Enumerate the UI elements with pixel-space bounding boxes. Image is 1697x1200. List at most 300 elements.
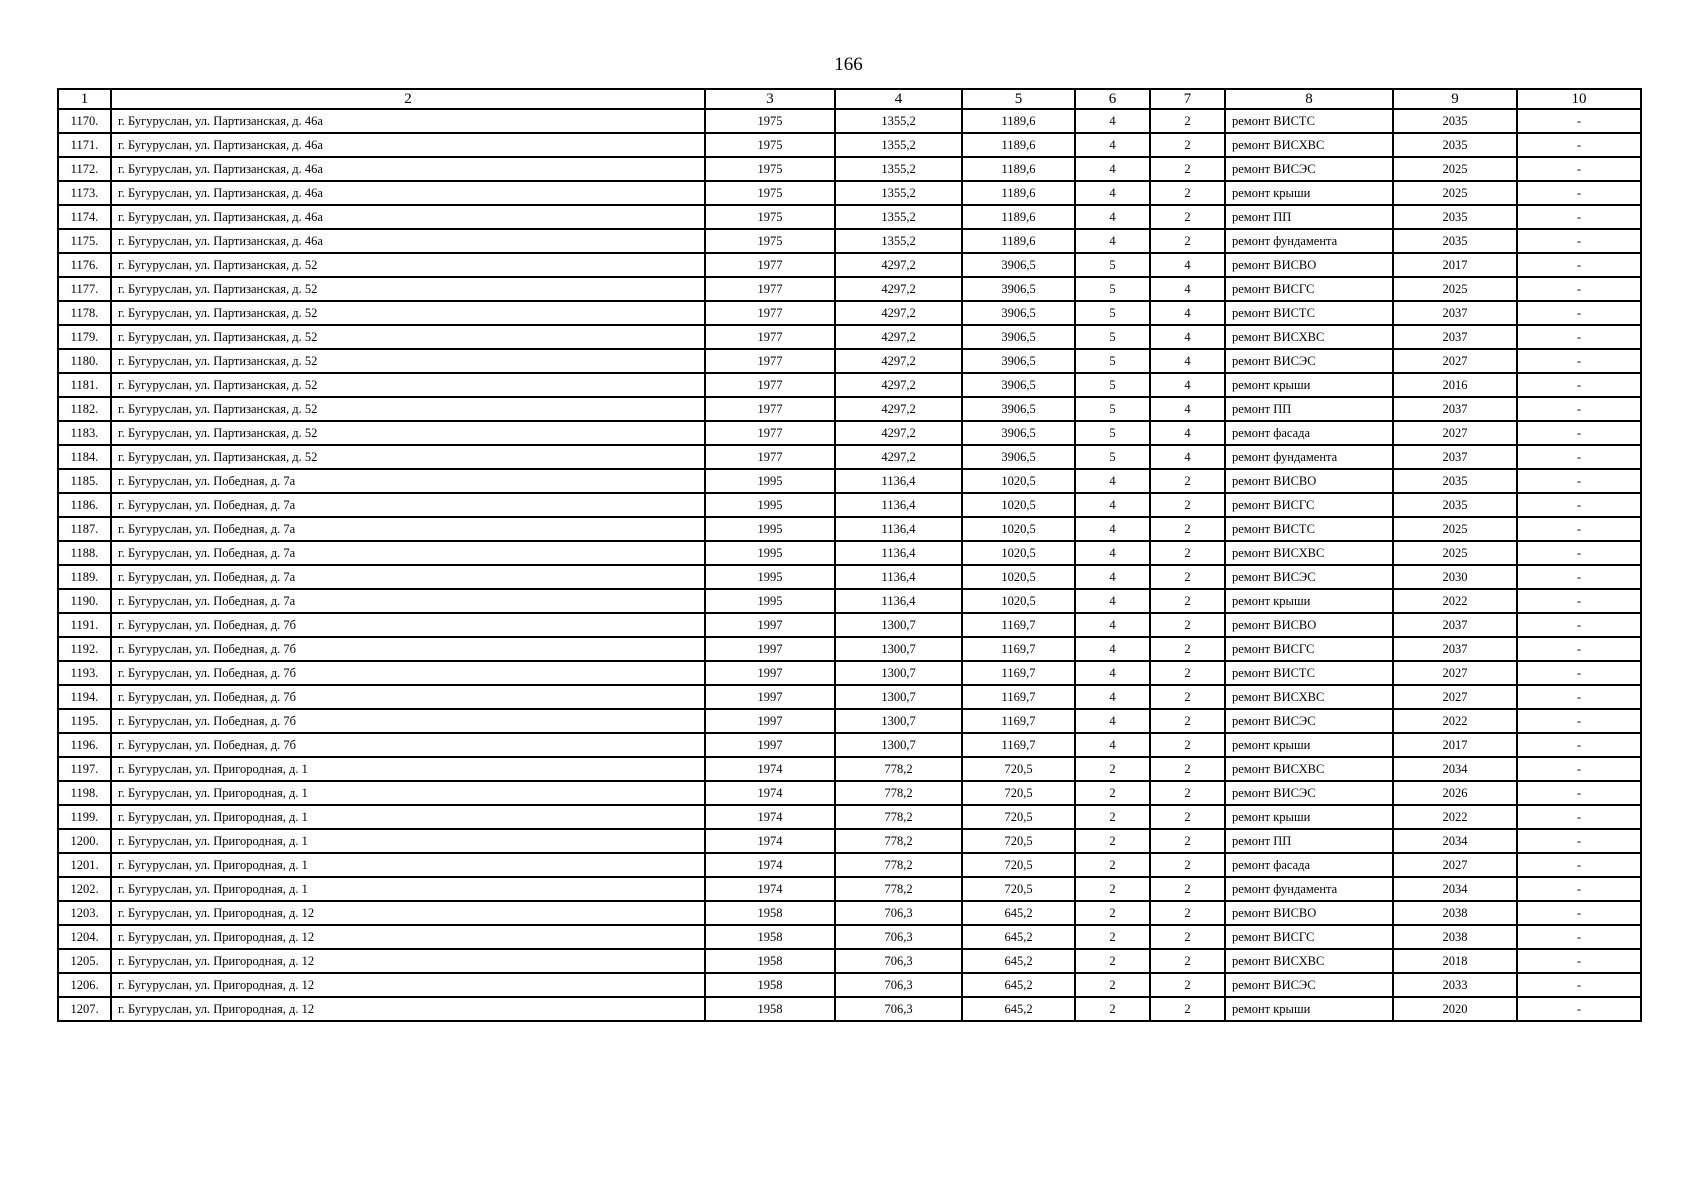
cell-entrances: 4 — [1150, 445, 1225, 469]
cell-note: - — [1517, 973, 1641, 997]
cell-work-type: ремонт ВИСТС — [1225, 661, 1393, 685]
cell-year-built: 1977 — [705, 301, 835, 325]
cell-note: - — [1517, 229, 1641, 253]
cell-address: г. Бугуруслан, ул. Пригородная, д. 12 — [111, 925, 705, 949]
cell-row-number: 1199. — [58, 805, 111, 829]
cell-planned-year: 2018 — [1393, 949, 1517, 973]
cell-floors: 4 — [1075, 685, 1150, 709]
cell-address: г. Бугуруслан, ул. Пригородная, д. 1 — [111, 877, 705, 901]
cell-work-type: ремонт ВИСГС — [1225, 277, 1393, 301]
cell-planned-year: 2027 — [1393, 661, 1517, 685]
cell-row-number: 1201. — [58, 853, 111, 877]
cell-note: - — [1517, 589, 1641, 613]
cell-total-area: 778,2 — [835, 853, 962, 877]
cell-year-built: 1977 — [705, 349, 835, 373]
cell-row-number: 1178. — [58, 301, 111, 325]
cell-floors: 2 — [1075, 925, 1150, 949]
cell-year-built: 1974 — [705, 781, 835, 805]
cell-total-area: 1355,2 — [835, 157, 962, 181]
cell-planned-year: 2037 — [1393, 301, 1517, 325]
cell-floors: 2 — [1075, 781, 1150, 805]
cell-total-area: 1136,4 — [835, 469, 962, 493]
cell-planned-year: 2035 — [1393, 469, 1517, 493]
cell-entrances: 2 — [1150, 493, 1225, 517]
cell-planned-year: 2034 — [1393, 829, 1517, 853]
cell-total-area: 1300,7 — [835, 637, 962, 661]
cell-residential-area: 3906,5 — [962, 349, 1075, 373]
cell-work-type: ремонт крыши — [1225, 589, 1393, 613]
cell-floors: 4 — [1075, 469, 1150, 493]
table-row — [58, 949, 1641, 973]
cell-residential-area: 645,2 — [962, 949, 1075, 973]
table-row — [58, 253, 1641, 277]
cell-entrances: 4 — [1150, 373, 1225, 397]
cell-work-type: ремонт ВИСХВС — [1225, 133, 1393, 157]
cell-note: - — [1517, 181, 1641, 205]
cell-total-area: 706,3 — [835, 949, 962, 973]
cell-year-built: 1977 — [705, 373, 835, 397]
cell-work-type: ремонт крыши — [1225, 997, 1393, 1021]
cell-year-built: 1997 — [705, 709, 835, 733]
cell-note: - — [1517, 877, 1641, 901]
cell-row-number: 1185. — [58, 469, 111, 493]
cell-year-built: 1975 — [705, 229, 835, 253]
cell-row-number: 1194. — [58, 685, 111, 709]
table-row — [58, 733, 1641, 757]
cell-residential-area: 1169,7 — [962, 661, 1075, 685]
cell-address: г. Бугуруслан, ул. Партизанская, д. 52 — [111, 301, 705, 325]
cell-address: г. Бугуруслан, ул. Пригородная, д. 12 — [111, 973, 705, 997]
table-row — [58, 589, 1641, 613]
cell-residential-area: 720,5 — [962, 805, 1075, 829]
cell-residential-area: 720,5 — [962, 829, 1075, 853]
cell-planned-year: 2037 — [1393, 325, 1517, 349]
cell-work-type: ремонт ВИСВО — [1225, 469, 1393, 493]
table-row — [58, 157, 1641, 181]
cell-floors: 4 — [1075, 709, 1150, 733]
cell-row-number: 1186. — [58, 493, 111, 517]
cell-residential-area: 1189,6 — [962, 109, 1075, 133]
cell-row-number: 1207. — [58, 997, 111, 1021]
cell-entrances: 2 — [1150, 733, 1225, 757]
cell-floors: 2 — [1075, 877, 1150, 901]
cell-total-area: 706,3 — [835, 997, 962, 1021]
table-row — [58, 757, 1641, 781]
cell-note: - — [1517, 469, 1641, 493]
cell-address: г. Бугуруслан, ул. Пригородная, д. 1 — [111, 853, 705, 877]
cell-row-number: 1195. — [58, 709, 111, 733]
cell-address: г. Бугуруслан, ул. Победная, д. 7а — [111, 541, 705, 565]
cell-floors: 4 — [1075, 229, 1150, 253]
cell-floors: 2 — [1075, 973, 1150, 997]
cell-residential-area: 1189,6 — [962, 229, 1075, 253]
cell-planned-year: 2025 — [1393, 277, 1517, 301]
cell-work-type: ремонт ВИСЭС — [1225, 973, 1393, 997]
cell-year-built: 1977 — [705, 445, 835, 469]
cell-address: г. Бугуруслан, ул. Пригородная, д. 1 — [111, 781, 705, 805]
cell-year-built: 1977 — [705, 253, 835, 277]
cell-row-number: 1200. — [58, 829, 111, 853]
cell-planned-year: 2035 — [1393, 109, 1517, 133]
cell-year-built: 1958 — [705, 997, 835, 1021]
cell-planned-year: 2017 — [1393, 733, 1517, 757]
cell-row-number: 1198. — [58, 781, 111, 805]
cell-work-type: ремонт ВИСТС — [1225, 301, 1393, 325]
table-row — [58, 133, 1641, 157]
cell-year-built: 1975 — [705, 109, 835, 133]
cell-residential-area: 645,2 — [962, 997, 1075, 1021]
cell-note: - — [1517, 445, 1641, 469]
cell-residential-area: 3906,5 — [962, 445, 1075, 469]
cell-floors: 4 — [1075, 157, 1150, 181]
cell-entrances: 2 — [1150, 565, 1225, 589]
cell-entrances: 2 — [1150, 925, 1225, 949]
cell-row-number: 1188. — [58, 541, 111, 565]
cell-address: г. Бугуруслан, ул. Пригородная, д. 12 — [111, 901, 705, 925]
cell-planned-year: 2033 — [1393, 973, 1517, 997]
header-row — [58, 89, 1641, 109]
cell-work-type: ремонт ВИСВО — [1225, 253, 1393, 277]
table-row — [58, 349, 1641, 373]
cell-entrances: 4 — [1150, 421, 1225, 445]
cell-planned-year: 2022 — [1393, 805, 1517, 829]
cell-row-number: 1172. — [58, 157, 111, 181]
cell-floors: 5 — [1075, 325, 1150, 349]
cell-floors: 2 — [1075, 853, 1150, 877]
cell-planned-year: 2037 — [1393, 445, 1517, 469]
cell-row-number: 1192. — [58, 637, 111, 661]
table-row — [58, 181, 1641, 205]
cell-total-area: 778,2 — [835, 877, 962, 901]
cell-planned-year: 2038 — [1393, 925, 1517, 949]
cell-row-number: 1206. — [58, 973, 111, 997]
cell-total-area: 1136,4 — [835, 565, 962, 589]
cell-planned-year: 2035 — [1393, 229, 1517, 253]
table-row — [58, 901, 1641, 925]
cell-row-number: 1174. — [58, 205, 111, 229]
table-row — [58, 685, 1641, 709]
cell-row-number: 1190. — [58, 589, 111, 613]
cell-planned-year: 2025 — [1393, 541, 1517, 565]
table-row — [58, 781, 1641, 805]
cell-floors: 4 — [1075, 589, 1150, 613]
cell-total-area: 1136,4 — [835, 589, 962, 613]
cell-note: - — [1517, 637, 1641, 661]
cell-year-built: 1958 — [705, 949, 835, 973]
cell-address: г. Бугуруслан, ул. Победная, д. 7а — [111, 589, 705, 613]
cell-residential-area: 720,5 — [962, 853, 1075, 877]
table-row — [58, 997, 1641, 1021]
cell-entrances: 4 — [1150, 253, 1225, 277]
cell-total-area: 4297,2 — [835, 349, 962, 373]
cell-row-number: 1182. — [58, 397, 111, 421]
cell-note: - — [1517, 805, 1641, 829]
cell-note: - — [1517, 733, 1641, 757]
table-row — [58, 637, 1641, 661]
cell-total-area: 1136,4 — [835, 493, 962, 517]
cell-total-area: 706,3 — [835, 901, 962, 925]
cell-residential-area: 1020,5 — [962, 517, 1075, 541]
cell-row-number: 1171. — [58, 133, 111, 157]
cell-entrances: 2 — [1150, 757, 1225, 781]
cell-work-type: ремонт ВИСГС — [1225, 637, 1393, 661]
cell-residential-area: 1169,7 — [962, 685, 1075, 709]
column-header: 8 — [1225, 89, 1393, 109]
cell-year-built: 1977 — [705, 421, 835, 445]
cell-entrances: 4 — [1150, 397, 1225, 421]
cell-note: - — [1517, 253, 1641, 277]
cell-residential-area: 1169,7 — [962, 709, 1075, 733]
cell-total-area: 4297,2 — [835, 301, 962, 325]
cell-note: - — [1517, 613, 1641, 637]
column-header: 3 — [705, 89, 835, 109]
cell-row-number: 1189. — [58, 565, 111, 589]
cell-address: г. Бугуруслан, ул. Победная, д. 7б — [111, 733, 705, 757]
cell-row-number: 1204. — [58, 925, 111, 949]
cell-note: - — [1517, 997, 1641, 1021]
cell-planned-year: 2017 — [1393, 253, 1517, 277]
cell-planned-year: 2038 — [1393, 901, 1517, 925]
cell-row-number: 1191. — [58, 613, 111, 637]
table-row — [58, 301, 1641, 325]
cell-floors: 2 — [1075, 949, 1150, 973]
cell-entrances: 4 — [1150, 349, 1225, 373]
cell-address: г. Бугуруслан, ул. Победная, д. 7а — [111, 565, 705, 589]
column-header: 6 — [1075, 89, 1150, 109]
table-row — [58, 541, 1641, 565]
cell-floors: 5 — [1075, 421, 1150, 445]
cell-row-number: 1170. — [58, 109, 111, 133]
cell-row-number: 1187. — [58, 517, 111, 541]
cell-note: - — [1517, 901, 1641, 925]
cell-work-type: ремонт ВИСГС — [1225, 925, 1393, 949]
cell-work-type: ремонт ВИСХВС — [1225, 541, 1393, 565]
cell-floors: 2 — [1075, 997, 1150, 1021]
cell-planned-year: 2037 — [1393, 397, 1517, 421]
cell-address: г. Бугуруслан, ул. Партизанская, д. 52 — [111, 277, 705, 301]
cell-address: г. Бугуруслан, ул. Пригородная, д. 1 — [111, 805, 705, 829]
cell-planned-year: 2037 — [1393, 637, 1517, 661]
cell-residential-area: 1020,5 — [962, 565, 1075, 589]
cell-entrances: 2 — [1150, 589, 1225, 613]
cell-year-built: 1995 — [705, 517, 835, 541]
cell-note: - — [1517, 421, 1641, 445]
cell-floors: 4 — [1075, 133, 1150, 157]
cell-row-number: 1176. — [58, 253, 111, 277]
cell-note: - — [1517, 853, 1641, 877]
cell-residential-area: 720,5 — [962, 757, 1075, 781]
cell-planned-year: 2035 — [1393, 493, 1517, 517]
column-header: 10 — [1517, 89, 1641, 109]
cell-row-number: 1179. — [58, 325, 111, 349]
cell-note: - — [1517, 277, 1641, 301]
cell-floors: 4 — [1075, 109, 1150, 133]
table-row — [58, 373, 1641, 397]
cell-residential-area: 3906,5 — [962, 277, 1075, 301]
cell-total-area: 4297,2 — [835, 445, 962, 469]
cell-floors: 5 — [1075, 301, 1150, 325]
cell-year-built: 1997 — [705, 613, 835, 637]
cell-entrances: 2 — [1150, 133, 1225, 157]
cell-floors: 2 — [1075, 829, 1150, 853]
cell-residential-area: 645,2 — [962, 973, 1075, 997]
cell-address: г. Бугуруслан, ул. Партизанская, д. 46а — [111, 157, 705, 181]
table-row — [58, 445, 1641, 469]
table-row — [58, 661, 1641, 685]
cell-entrances: 2 — [1150, 613, 1225, 637]
cell-residential-area: 1189,6 — [962, 181, 1075, 205]
cell-address: г. Бугуруслан, ул. Партизанская, д. 52 — [111, 325, 705, 349]
cell-total-area: 778,2 — [835, 757, 962, 781]
cell-address: г. Бугуруслан, ул. Победная, д. 7б — [111, 685, 705, 709]
cell-row-number: 1184. — [58, 445, 111, 469]
cell-floors: 5 — [1075, 277, 1150, 301]
cell-entrances: 4 — [1150, 325, 1225, 349]
table-row — [58, 973, 1641, 997]
cell-residential-area: 3906,5 — [962, 397, 1075, 421]
cell-year-built: 1977 — [705, 325, 835, 349]
cell-entrances: 2 — [1150, 949, 1225, 973]
cell-address: г. Бугуруслан, ул. Партизанская, д. 52 — [111, 421, 705, 445]
cell-year-built: 1995 — [705, 493, 835, 517]
cell-planned-year: 2027 — [1393, 685, 1517, 709]
cell-year-built: 1974 — [705, 853, 835, 877]
cell-total-area: 1300,7 — [835, 709, 962, 733]
cell-entrances: 4 — [1150, 277, 1225, 301]
cell-residential-area: 720,5 — [962, 877, 1075, 901]
cell-entrances: 2 — [1150, 901, 1225, 925]
cell-work-type: ремонт ВИСХВС — [1225, 325, 1393, 349]
cell-work-type: ремонт ПП — [1225, 397, 1393, 421]
cell-work-type: ремонт фундамента — [1225, 877, 1393, 901]
cell-year-built: 1974 — [705, 757, 835, 781]
table-row — [58, 205, 1641, 229]
cell-residential-area: 3906,5 — [962, 373, 1075, 397]
cell-entrances: 2 — [1150, 637, 1225, 661]
cell-address: г. Бугуруслан, ул. Партизанская, д. 46а — [111, 181, 705, 205]
cell-entrances: 2 — [1150, 181, 1225, 205]
cell-work-type: ремонт фасада — [1225, 853, 1393, 877]
cell-planned-year: 2035 — [1393, 133, 1517, 157]
cell-residential-area: 645,2 — [962, 901, 1075, 925]
cell-residential-area: 1020,5 — [962, 493, 1075, 517]
cell-year-built: 1958 — [705, 973, 835, 997]
column-header: 7 — [1150, 89, 1225, 109]
cell-row-number: 1177. — [58, 277, 111, 301]
cell-note: - — [1517, 133, 1641, 157]
cell-entrances: 2 — [1150, 997, 1225, 1021]
cell-year-built: 1997 — [705, 637, 835, 661]
cell-floors: 2 — [1075, 805, 1150, 829]
cell-address: г. Бугуруслан, ул. Партизанская, д. 46а — [111, 109, 705, 133]
cell-address: г. Бугуруслан, ул. Победная, д. 7б — [111, 613, 705, 637]
cell-note: - — [1517, 829, 1641, 853]
cell-planned-year: 2027 — [1393, 421, 1517, 445]
cell-year-built: 1995 — [705, 541, 835, 565]
cell-total-area: 4297,2 — [835, 253, 962, 277]
table-row — [58, 109, 1641, 133]
cell-work-type: ремонт ВИСЭС — [1225, 709, 1393, 733]
cell-work-type: ремонт ВИСЭС — [1225, 349, 1393, 373]
cell-floors: 4 — [1075, 517, 1150, 541]
cell-floors: 4 — [1075, 541, 1150, 565]
cell-floors: 4 — [1075, 205, 1150, 229]
cell-row-number: 1202. — [58, 877, 111, 901]
cell-note: - — [1517, 301, 1641, 325]
cell-planned-year: 2022 — [1393, 589, 1517, 613]
cell-planned-year: 2016 — [1393, 373, 1517, 397]
cell-residential-area: 1189,6 — [962, 133, 1075, 157]
cell-year-built: 1977 — [705, 397, 835, 421]
cell-planned-year: 2037 — [1393, 613, 1517, 637]
cell-work-type: ремонт крыши — [1225, 733, 1393, 757]
cell-residential-area: 1020,5 — [962, 589, 1075, 613]
cell-address: г. Бугуруслан, ул. Партизанская, д. 46а — [111, 205, 705, 229]
cell-work-type: ремонт ВИСХВС — [1225, 685, 1393, 709]
cell-total-area: 778,2 — [835, 805, 962, 829]
cell-work-type: ремонт ВИСЭС — [1225, 157, 1393, 181]
cell-residential-area: 1169,7 — [962, 613, 1075, 637]
cell-year-built: 1958 — [705, 901, 835, 925]
cell-planned-year: 2035 — [1393, 205, 1517, 229]
column-header: 5 — [962, 89, 1075, 109]
cell-entrances: 2 — [1150, 469, 1225, 493]
cell-row-number: 1181. — [58, 373, 111, 397]
cell-entrances: 2 — [1150, 157, 1225, 181]
cell-total-area: 1300,7 — [835, 733, 962, 757]
table-row — [58, 829, 1641, 853]
cell-work-type: ремонт крыши — [1225, 373, 1393, 397]
table-row — [58, 397, 1641, 421]
cell-address: г. Бугуруслан, ул. Партизанская, д. 52 — [111, 373, 705, 397]
cell-planned-year: 2025 — [1393, 181, 1517, 205]
cell-planned-year: 2025 — [1393, 157, 1517, 181]
cell-entrances: 4 — [1150, 301, 1225, 325]
cell-year-built: 1995 — [705, 565, 835, 589]
cell-year-built: 1995 — [705, 469, 835, 493]
cell-address: г. Бугуруслан, ул. Партизанская, д. 52 — [111, 445, 705, 469]
cell-work-type: ремонт ВИСЭС — [1225, 781, 1393, 805]
cell-residential-area: 1169,7 — [962, 637, 1075, 661]
cell-note: - — [1517, 541, 1641, 565]
cell-year-built: 1958 — [705, 925, 835, 949]
cell-residential-area: 1020,5 — [962, 469, 1075, 493]
cell-floors: 4 — [1075, 565, 1150, 589]
cell-work-type: ремонт крыши — [1225, 805, 1393, 829]
cell-row-number: 1175. — [58, 229, 111, 253]
table-body — [58, 109, 1641, 1021]
cell-floors: 4 — [1075, 181, 1150, 205]
cell-work-type: ремонт ВИСЭС — [1225, 565, 1393, 589]
table-row — [58, 421, 1641, 445]
cell-work-type: ремонт фасада — [1225, 421, 1393, 445]
cell-note: - — [1517, 325, 1641, 349]
cell-note: - — [1517, 517, 1641, 541]
cell-floors: 5 — [1075, 253, 1150, 277]
cell-total-area: 706,3 — [835, 925, 962, 949]
cell-address: г. Бугуруслан, ул. Победная, д. 7а — [111, 517, 705, 541]
cell-year-built: 1975 — [705, 133, 835, 157]
cell-address: г. Бугуруслан, ул. Пригородная, д. 12 — [111, 997, 705, 1021]
cell-row-number: 1180. — [58, 349, 111, 373]
cell-note: - — [1517, 205, 1641, 229]
cell-residential-area: 3906,5 — [962, 301, 1075, 325]
cell-residential-area: 3906,5 — [962, 325, 1075, 349]
cell-address: г. Бугуруслан, ул. Победная, д. 7б — [111, 637, 705, 661]
cell-residential-area: 645,2 — [962, 925, 1075, 949]
cell-total-area: 1355,2 — [835, 181, 962, 205]
table-row — [58, 277, 1641, 301]
